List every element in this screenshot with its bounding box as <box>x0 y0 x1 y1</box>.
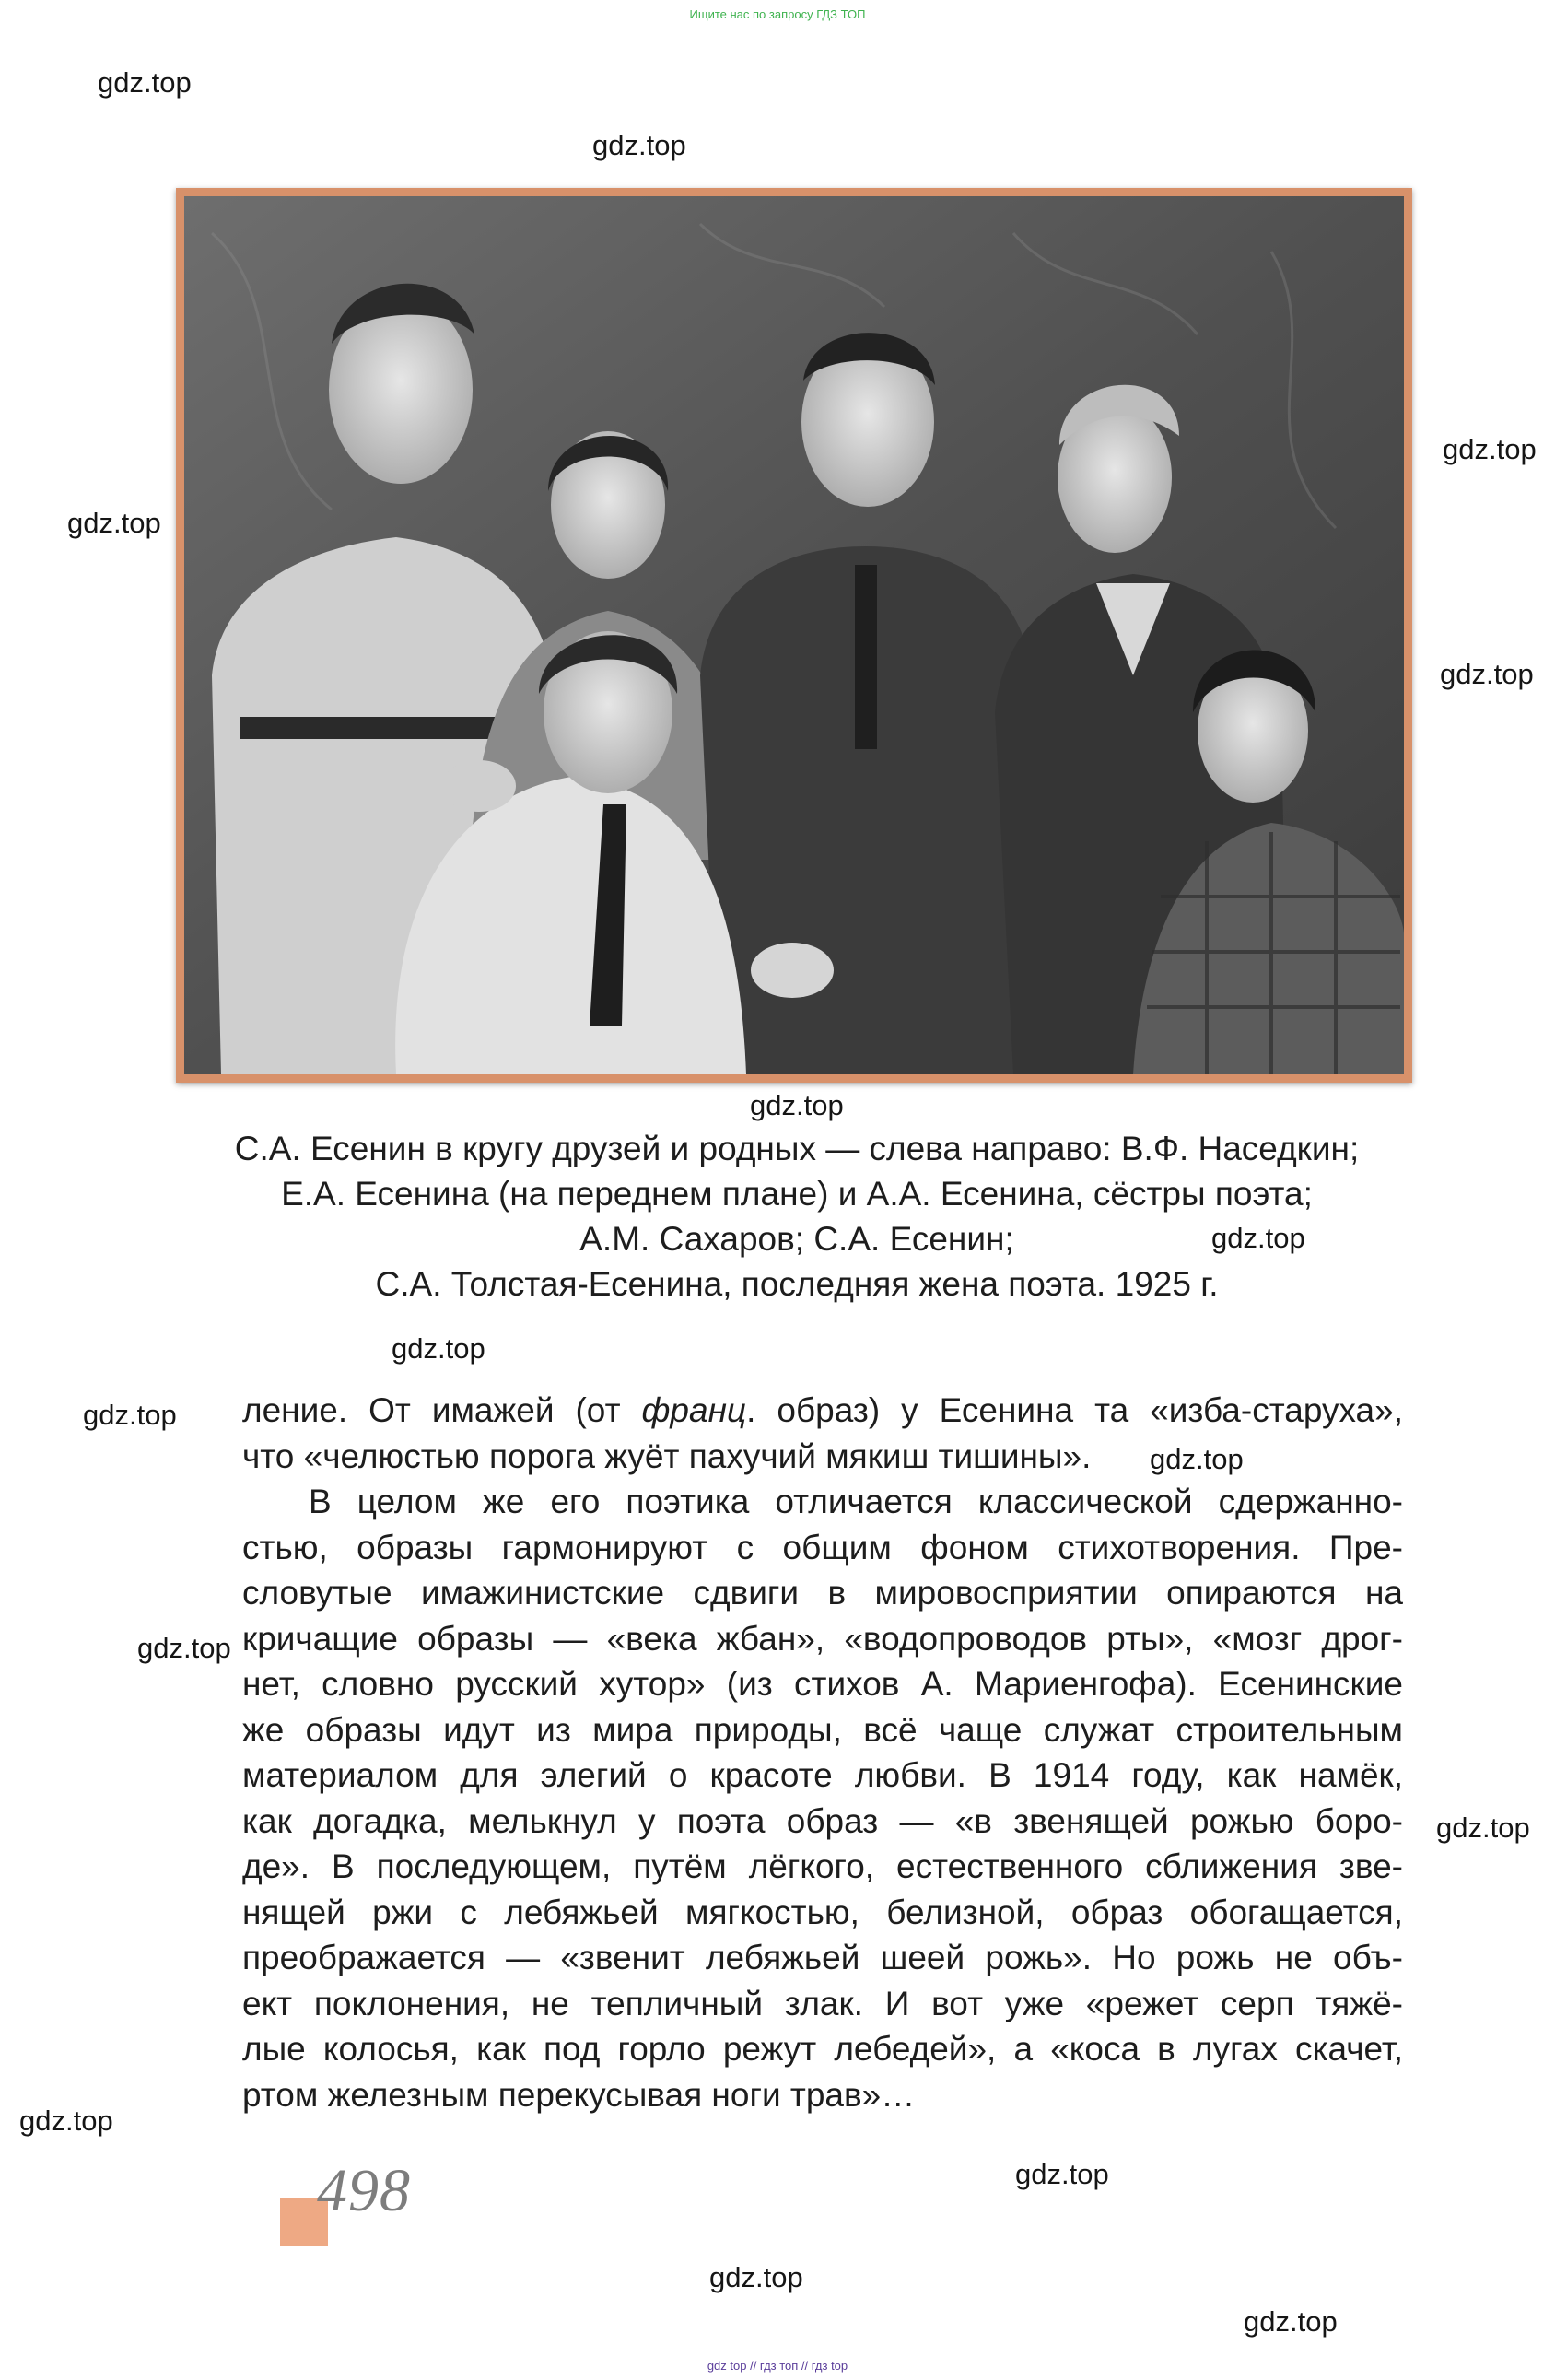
body-line: материалом для элегий о красоте любви. В 1914 году, как намёк, <box>242 1756 1403 1794</box>
watermark: gdz.top <box>1211 1222 1305 1254</box>
body-text <box>242 1388 1403 2117</box>
caption-line: С.А. Есенин в кругу друзей и родных — слева направо: В.Ф. Наседкин; <box>234 1130 1360 1167</box>
watermark: gdz.top <box>592 129 686 161</box>
body-line: словутые имажинистские сдвиги в мировосприятии опираются на <box>242 1574 1403 1612</box>
watermark: gdz.top <box>83 1399 177 1431</box>
body-line: что «челюстью порога жуёт пахучий мякиш тишины». <box>242 1436 1092 1475</box>
watermark: gdz.top <box>709 2261 803 2293</box>
watermark: gdz.top <box>1436 1811 1530 1844</box>
body-line: ект поклонения, не тепличный злак. И вот уже «режет серп тяжё- <box>242 1984 1403 2022</box>
photo-caption <box>147 1126 1446 1307</box>
caption-line: С.А. Толстая-Есенина, последняя жена поэта. 1925 г. <box>375 1265 1219 1303</box>
body-line: де». В последующем, путём лёгкого, естественного сближения зве- <box>242 1847 1403 1885</box>
watermark: gdz.top <box>137 1632 231 1664</box>
watermark: gdz.top <box>98 66 192 99</box>
bottom-banner: gdz top // гдз топ // гдз top <box>707 2359 848 2373</box>
watermark: gdz.top <box>67 507 161 539</box>
watermark: gdz.top <box>392 1332 485 1365</box>
body-line: преображается — «звенит лебяжьей шеей рожь». Но рожь не объ- <box>242 1939 1403 1976</box>
body-line: нет, словно русский хутор» (из стихов А. Мариенгофа). Есенинские <box>242 1665 1403 1703</box>
watermark: gdz.top <box>1015 2158 1109 2190</box>
group-photo <box>176 188 1412 1083</box>
body-line: кричащие образы — «века жбан», «водопроводов рты», «мозг дрог- <box>242 1619 1403 1658</box>
watermark: gdz.top <box>1440 658 1534 690</box>
body-line: нящей ржи с лебяжьей мягкостью, белизной, образ обогащается, <box>242 1893 1403 1931</box>
body-line: ртом железным перекусывая ноги трав»… <box>242 2075 916 2114</box>
top-banner: Ищите нас по запросу ГДЗ ТОП <box>689 7 866 21</box>
italic-term: франц <box>641 1391 747 1429</box>
body-line: В целом же его поэтика отличается классической сдержанно- <box>309 1483 1403 1520</box>
page-number: 498 <box>317 2157 411 2224</box>
watermark: gdz.top <box>750 1089 844 1121</box>
watermark: gdz.top <box>1244 2305 1338 2338</box>
watermark: gdz.top <box>19 2104 113 2137</box>
body-line: же образы идут из мира природы, всё чаще служат строительным <box>242 1710 1403 1749</box>
caption-line: А.М. Сахаров; С.А. Есенин; <box>579 1220 1014 1258</box>
caption-line: Е.А. Есенина (на переднем плане) и А.А. Есенина, сёстры поэта; <box>281 1175 1313 1213</box>
watermark: gdz.top <box>1150 1443 1244 1475</box>
group-photo-image <box>184 196 1404 1074</box>
body-line: как догадка, мелькнул у поэта образ — «в звенящей рожью боро- <box>242 1801 1403 1840</box>
body-line: стью, образы гармонируют с общим фоном стихотворения. Пре- <box>242 1528 1403 1566</box>
watermark: gdz.top <box>1443 433 1537 465</box>
body-line: лые колосья, как под горло режут лебедей», а «коса в лугах скачет, <box>242 2030 1403 2068</box>
body-line: ление. От имажей (от франц. образ) у Есенина та «изба-старуха», <box>242 1391 1403 1429</box>
